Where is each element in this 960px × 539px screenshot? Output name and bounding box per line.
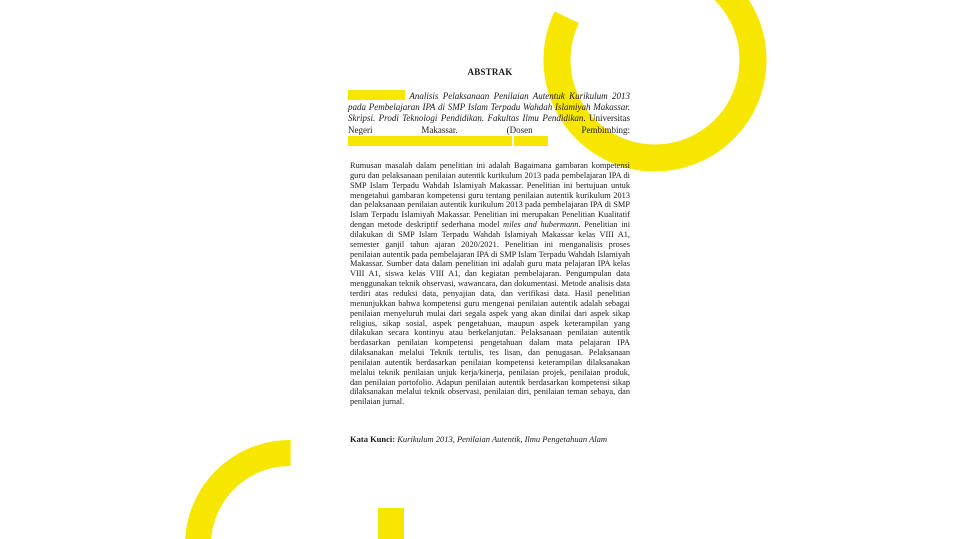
redacted-supervisor-2 <box>514 136 548 146</box>
abstract-body-part1: Rumusan masalah dalam penelitian ini adalah Bagaimana gambaran kompetensi guru dan pelaksanaan penilaian autentik kurikulum 2013 pada pembelajaran IPA di SMP Islam Terpadu Wahdah Islamiyah Makassar. Penelitian ini bertujuan untuk mengetahui gambaran kompetensi guru tentang penilaian autentik kurikulum 2013 dan pelaksanaan penilaian autentik kurikulum 2013 pada pembelajaran IPA di SMP Islam Terpadu Islamiyah Makassar. Penelitian ini merupakan Penelitian Kualitatif dengan metode deskriptif sederhana model <box>350 161 630 230</box>
keywords-label: Kata Kunci: <box>350 434 396 444</box>
abstract-body <box>350 161 630 407</box>
redacted-author-name <box>348 90 405 100</box>
redacted-supervisor <box>348 136 512 146</box>
keywords <box>350 434 650 444</box>
citation-paragraph <box>348 90 630 148</box>
abstract-body-part2: . Penelitian ini dilakukan di SMP Islam Terpadu Wahdah Islamiyah Makassar kelas VIII A1, semester ganjil tahun ajaran 2020/2021. Penelitian ini menganalisis proses penilaian autentik pada pembelajaran IPA di SMP Islam Terpadu Wahdah Islamiyah Makassar. Sumber data dalam penelitian ini adalah guru mata pelajaran IPA kelas VIII A1, siswa kelas VIII A1, dan kegiatan pembelajaran. Pengumpulan data menggunakan teknik observasi, wawancara, dan dokumentasi. Metode analisis data terdiri atas reduksi data, penyajian data, dan verifikasi data. Hasil penelitian menunjukkan bahwa kompetensi guru mengenai penilaian autentik adalah sebagai penilaian menyeluruh mulai dari segala aspek yang akan dinilai dari aspek sikap religius, sikap sosial, aspek pengetahuan, maupun aspek keterampilan yang dilakukan secara kontinyu atau berkelanjutan. Pelaksanaan penilaian autentik berdasarkan penilaian kompetensi pengetahuan dalam mata pelajaran IPA dilaksanakan melalui Teknik tertulis, tes lisan, dan penugasan. Pelaksanaan penilaian autentik berdasarkan penilaian kompetensi keterampilan dilaksanakan melalui teknik penilaian unjuk kerja/kinerja, penilaian projek, penilaian produk, dan penilaian portofolio. Adapun penilaian autentik berdasarkan kompetensi sikap dilaksanakan melalui teknik observasi, penilaian diri, penilaian teman sebaya, dan penilaian jurnal. <box>350 220 631 407</box>
abstract-title: ABSTRAK <box>467 67 513 77</box>
keywords-value: Kurikulum 2013, Penilaian Autentik, Ilmu Pengetahuan Alam <box>397 434 608 444</box>
citation-title: Analisis Pelaksanaan Penilaian Autentuk Kurikulum 2013 pada Pembelajaran IPA di SMP Islam Terpadu Wahdah Islamiyah Makassar. Skripsi. Prodi Teknologi Pendidikan. Fakultas Ilmu Pendidikan <box>348 91 630 124</box>
citation-institution: . Universitas Negeri Makassar. (Dosen Pembimbing: <box>348 113 630 135</box>
abstract-body-italic: miles and hubermann <box>503 220 579 230</box>
